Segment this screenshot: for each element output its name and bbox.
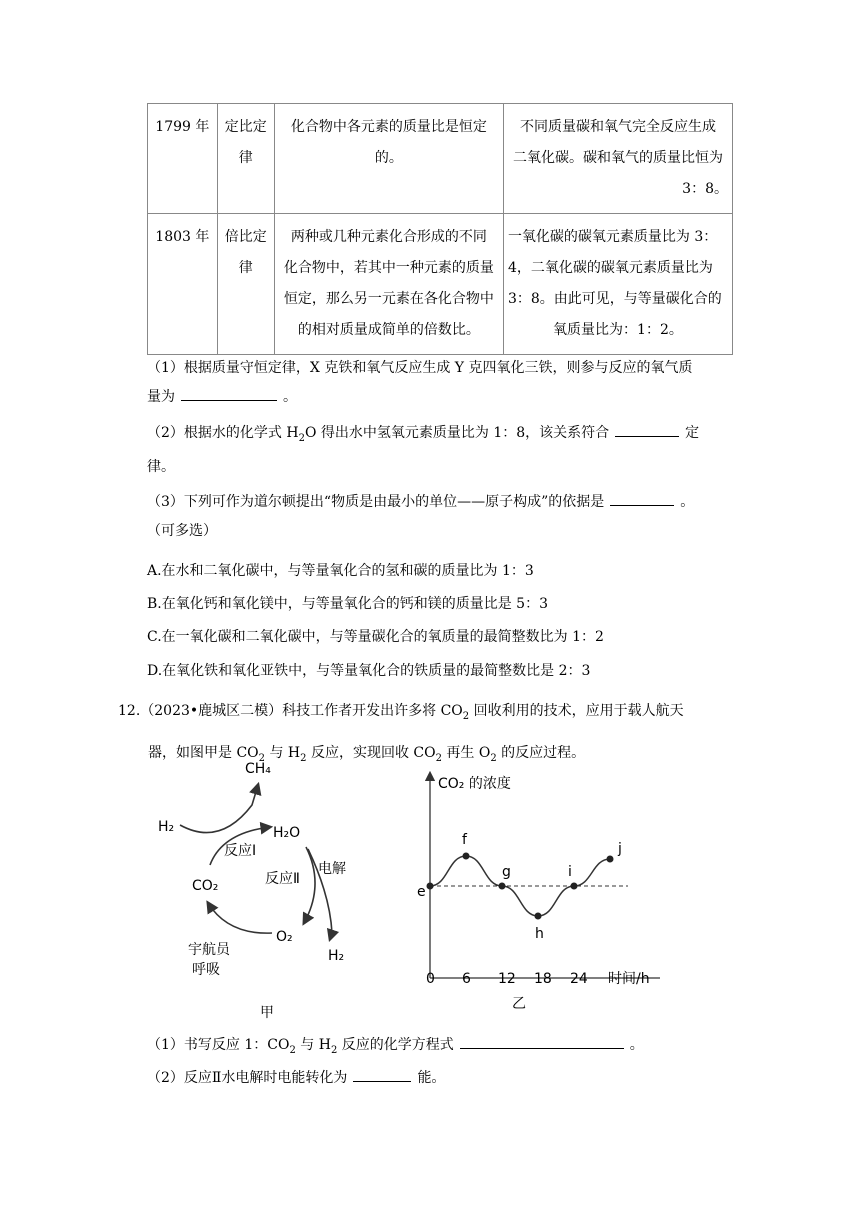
ch4-label: CH₄ xyxy=(245,761,271,777)
y-axis-label: CO₂ 的浓度 xyxy=(438,776,511,792)
point-label-j: j xyxy=(618,841,622,857)
x-tick-label: 12 xyxy=(498,971,516,987)
electrolysis-label: 电解 xyxy=(318,861,346,877)
co2-concentration-chart xyxy=(410,768,670,1018)
point-e xyxy=(427,883,434,890)
h2-input-label: H₂ xyxy=(158,819,175,835)
point-f xyxy=(463,853,470,860)
x-tick-label: 18 xyxy=(534,971,552,987)
law-cell: 倍比定 律 xyxy=(217,214,274,355)
point-label-e: e xyxy=(417,884,426,900)
laws-table xyxy=(147,103,733,355)
x-tick-label: 6 xyxy=(462,971,471,987)
x-tick-label: 24 xyxy=(570,971,588,987)
concentration-curve xyxy=(430,856,610,916)
h2o-label: H₂O xyxy=(273,825,301,841)
question-3: （3）下列可作为道尔顿提出“物质是由最小的单位——原子构成”的依据是 。 （可多选） xyxy=(147,488,737,546)
breathing-label: 呼吸 xyxy=(192,962,220,978)
option-d: D.在氧化铁和氧化亚铁中，与等量氧化合的铁质量的最简整数比是 2：3 xyxy=(147,663,591,679)
question-12-part-1: （1）书写反应 1：$CO_2$ 与 $H_2$ 反应的化学方程式 。 xyxy=(147,1031,737,1065)
reaction-2-label: 反应Ⅱ xyxy=(265,871,300,887)
year-cell: 1803 年 xyxy=(148,214,218,355)
law-cell: 定比定 律 xyxy=(217,104,274,214)
answer-blank[interactable] xyxy=(610,489,674,506)
co2-label: CO₂ xyxy=(192,878,219,894)
question-1: （1）根据质量守恒定律，X 克铁和氧气反应生成 Y 克四氧化三铁，则参与反应的氧气质 量为 。 xyxy=(147,360,693,405)
h2-output-label: H₂ xyxy=(328,948,345,964)
chart-caption: 乙 xyxy=(512,996,526,1012)
question-12: 12.（2023•鹿城区二模）科技工作者开发出许多将 $CO_2$ 回收利用的技术，应用于载人航天 器，如图甲是 $CO_2$ 与 $H_2$ 反应，实现回收 $CO_2$ 再生 $O_2$ 的反应过程。 xyxy=(118,703,684,764)
o2-to-co2-arrow xyxy=(208,903,272,933)
to-ch4-arrow xyxy=(180,785,258,833)
description-cell: 两种或几种元素化合形成的不同 化合物中，若其中一种元素的质量 恒定，那么另一元素在各化合物中 的相对质量成简单的倍数比。 xyxy=(274,214,503,355)
answer-blank[interactable] xyxy=(615,420,679,437)
table-row xyxy=(148,104,733,214)
h2o-to-o2-arrow xyxy=(304,847,315,923)
point-i xyxy=(571,883,578,890)
point-label-g: g xyxy=(502,864,511,880)
option-c: C.在一氧化碳和二氧化碳中，与等量碳化合的氧质量的最简整数比为 1：2 xyxy=(147,629,604,645)
point-g xyxy=(499,883,506,890)
option-b: B.在氧化钙和氧化镁中，与等量氧化合的钙和镁的质量比是 5：3 xyxy=(147,596,549,612)
point-label-i: i xyxy=(568,864,572,880)
year-cell: 1799 年 xyxy=(148,104,218,214)
reaction-cycle-diagram xyxy=(140,755,370,1025)
diagram-caption: 甲 xyxy=(260,1005,274,1021)
point-j xyxy=(607,856,614,863)
example-cell: 不同质量碳和氧气完全反应生成 二氧化碳。碳和氧气的质量比恒为 3：8。 xyxy=(503,104,732,214)
point-label-f: f xyxy=(462,832,467,848)
reaction-1-label: 反应Ⅰ xyxy=(224,843,257,859)
x-axis-label: 时间/h xyxy=(608,971,650,987)
example-cell: 一氧化碳的碳氧元素质量比为 3： 4，二氧化碳的碳氧元素质量比为 3：8。由此可见，与等量碳化合的 氧质量比为：1：2。 xyxy=(503,214,732,355)
table-row xyxy=(148,214,733,355)
answer-blank[interactable] xyxy=(353,1065,411,1082)
description-cell: 化合物中各元素的质量比是恒定 的。 xyxy=(274,104,503,214)
point-h xyxy=(535,913,542,920)
o2-label: O₂ xyxy=(276,929,293,945)
question-2: （2）根据水的化学式 $H_2O$ 得出水中氢氧元素质量比为 1：8，该关系符合 定 律。 xyxy=(147,419,737,482)
x-tick-label: 0 xyxy=(426,971,435,987)
option-a: A.在水和二氧化碳中，与等量氧化合的氢和碳的质量比为 1：3 xyxy=(147,563,534,579)
answer-blank[interactable] xyxy=(181,384,277,401)
answer-blank[interactable] xyxy=(460,1032,624,1049)
astronaut-label: 宇航员 xyxy=(188,942,230,958)
point-label-h: h xyxy=(535,926,544,942)
question-12-part-2: （2）反应Ⅱ水电解时电能转化为 能。 xyxy=(147,1064,737,1093)
